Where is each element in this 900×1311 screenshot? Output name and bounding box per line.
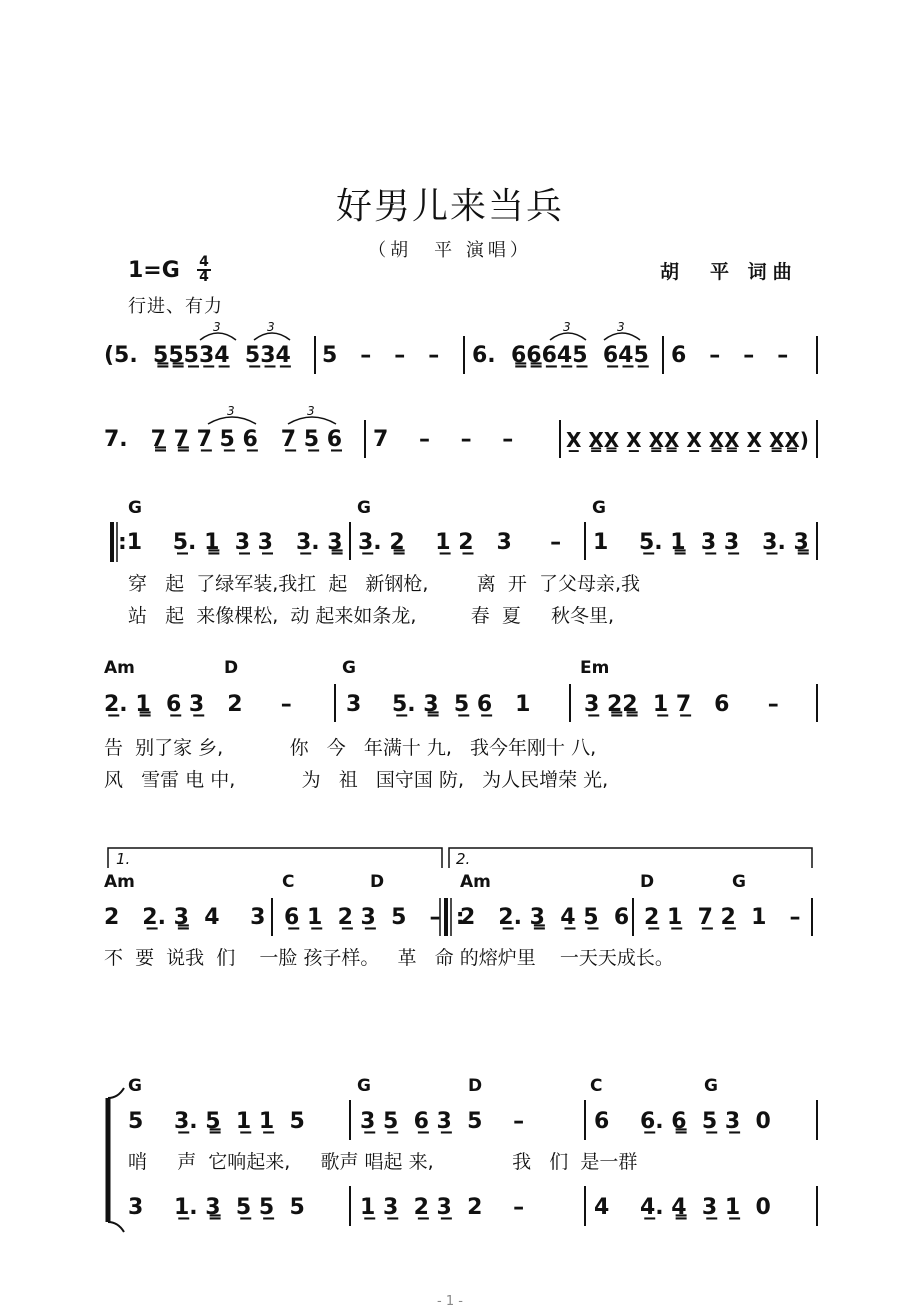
chord-symbol: D — [370, 872, 385, 892]
chord-symbol: D — [640, 872, 655, 892]
lower-voice-notes: 3 1̲. 3̳ 5̲ 5̲ 5 — [128, 1195, 305, 1220]
volta-second: 2. — [456, 850, 471, 868]
chord-symbol: Am — [104, 872, 135, 892]
chord-symbol: Am — [460, 872, 491, 892]
measure-notes: 5 – – – — [322, 343, 440, 368]
lower-voice-notes: 1̲ 3̲ 2̲ 3̲ 2 – — [360, 1195, 525, 1220]
meter-top: 4 — [199, 254, 209, 270]
volta-first: 1. — [116, 850, 131, 868]
measure-notes: 2 2̲. 3̳ 4 3 — [104, 905, 266, 930]
lyric-line: 不 要 说我 们 一脸 孩子样。 革 命 的熔炉里 一天天成长。 — [104, 947, 674, 969]
triplet-mark: 3 — [617, 320, 625, 334]
lower-voice-notes: 4 4̲. 4̳ 3̲ 1̲ 0 — [594, 1195, 771, 1220]
chord-symbol: C — [590, 1076, 603, 1096]
lyric-verse-1: 告 别了家 乡, 你 今 年满十 九, 我今年刚十 八, — [104, 737, 597, 759]
chord-symbol: G — [128, 498, 142, 518]
chord-symbol: D — [468, 1076, 483, 1096]
measure-notes: 6̲ 1̲ 2̲ 3̲ 5 – : — [284, 905, 465, 930]
measure-notes: 7. 7̳ 7̳ 7̲ 5̲ 6̲ 7̲ 5̲ 6̲ — [104, 427, 343, 452]
chord-symbol: G — [128, 1076, 142, 1096]
measure-notes: 6. 6̳6̳6̲4̲5̲ 6̲4̲5̲ — [472, 343, 649, 368]
measure-notes: (5. 5̳5̳5̲3̲4̲ 5̲3̲4̲ — [104, 343, 291, 368]
performer-credit: （胡 平 演唱） — [368, 240, 532, 261]
upper-voice-notes: 6 6̲. 6̳ 5̲ 3̲ 0 — [594, 1109, 771, 1134]
chord-symbol: C — [282, 872, 295, 892]
measure-notes: 2̲ 1̲ 7̲ 2̲ 1 – — [644, 905, 801, 930]
chord-symbol: G — [592, 498, 606, 518]
measure-notes: :1 5̲. 1̳ 3̲ 3̲ 3̲. 3̳ — [118, 530, 343, 555]
measure-notes: 6 – – – — [671, 343, 789, 368]
measure-notes: 2̲. 1̳ 6̲ 3̲ 2 – — [104, 692, 292, 717]
lyric-verse-2: 风 雪雷 电 中, 为 祖 国守国 防, 为人民增荣 光, — [104, 769, 609, 791]
chord-symbol: G — [732, 872, 746, 892]
lyric-verse-1: 穿 起 了绿军装,我扛 起 新钢枪, 离 开 了父母亲,我 — [128, 573, 640, 595]
chord-symbol: Am — [104, 658, 135, 678]
measure-notes: 3 5̲. 3̳ 5̲ 6̲ 1 — [346, 692, 531, 717]
key-signature: 1=G — [128, 258, 180, 283]
author-credit: 胡 平 词曲 — [660, 261, 798, 283]
triplet-mark: 3 — [307, 404, 315, 418]
triplet-mark: 3 — [563, 320, 571, 334]
meter-bottom: 4 — [199, 269, 209, 285]
chord-symbol: G — [704, 1076, 718, 1096]
chord-symbol: G — [342, 658, 356, 678]
triplet-mark: 3 — [267, 320, 275, 334]
triplet-mark: 3 — [213, 320, 221, 334]
tempo-marking: 行进、有力 — [128, 296, 223, 317]
measure-notes: 2 2̲. 3̳ 4̲ 5̲ 6 — [460, 905, 630, 930]
measure-notes: 1 5̲. 1̳ 3̲ 3̲ 3̲. 3̳ — [593, 530, 809, 555]
page-number: - 1 - — [437, 1294, 463, 1309]
chord-symbol: G — [357, 498, 371, 518]
chord-symbol: G — [357, 1076, 371, 1096]
lyric-verse-2: 站 起 来像棵松, 动 起来如条龙, 春 夏 秋冬里, — [128, 605, 615, 627]
song-title: 好男儿来当兵 — [335, 186, 564, 227]
upper-voice-notes: 3̲ 5̲ 6̲ 3̲ 5 – — [360, 1109, 525, 1134]
measure-notes: 3̲ 2̳2̳ 1̲ 7̲ 6 – — [584, 692, 779, 717]
measure-notes: 3̲. 2̳ 1̲ 2̲ 3 – — [358, 530, 562, 555]
chord-symbol: D — [224, 658, 239, 678]
chord-symbol: Em — [580, 658, 610, 678]
upper-voice-notes: 5 3̲. 5̳ 1̲ 1̲ 5 — [128, 1109, 305, 1134]
measure-notes: 7 – – – — [373, 427, 514, 452]
rhythm-notes: X̲ X̳X̳ X̲ X̳X̳ X̲ X̳X̳ X̲ X̳X̳) — [566, 428, 809, 452]
lyric-line: 哨 声 它响起来, 歌声 唱起 来, 我 们 是一群 — [128, 1151, 638, 1173]
triplet-mark: 3 — [227, 404, 235, 418]
